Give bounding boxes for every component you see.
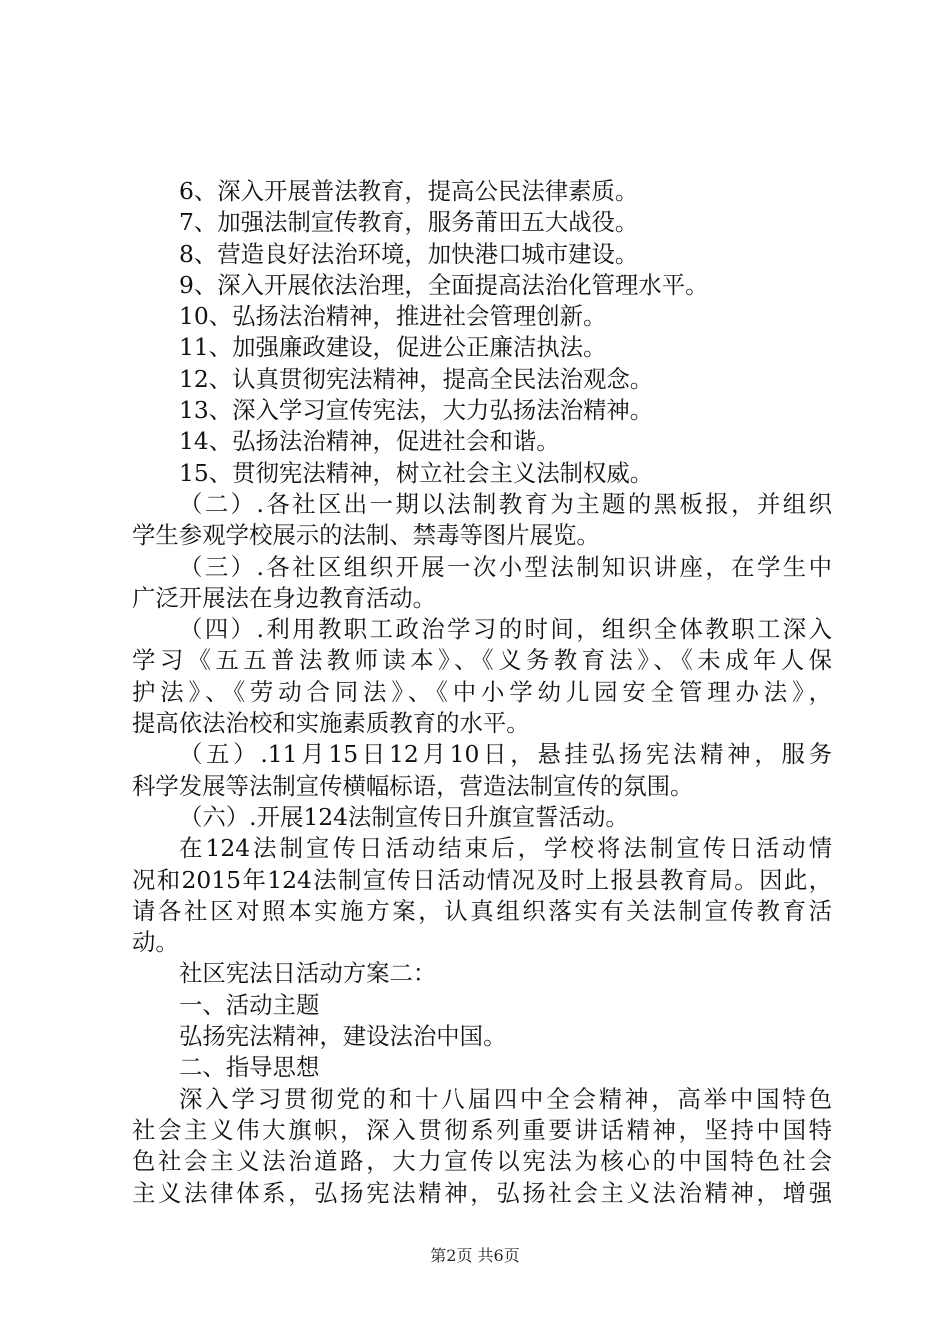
paragraph-line: 主义法律体系，弘扬宪法精神，弘扬社会主义法治精神，增强 (132, 1178, 832, 1207)
paragraph-line: 色社会主义法治道路，大力宣传以宪法为核心的中国特色社会 (132, 1147, 832, 1176)
paragraph-line: （三）.各社区组织开展一次小型法制知识讲座，在学生中 (179, 552, 832, 581)
document-body (132, 176, 832, 1209)
paragraph-line: （二）.各社区出一期以法制教育为主题的黑板报，并组织 (179, 489, 832, 518)
paragraph-line: 况和2015年124法制宣传日活动情况及时上报县教育局。因此， (132, 865, 832, 894)
paragraph-line: （五）.11月15日12月10日，悬挂弘扬宪法精神，服务 (179, 740, 832, 769)
paragraph-line: 科学发展等法制宣传横幅标语，营造法制宣传的氛围。 (132, 771, 694, 800)
list-item: 11、加强廉政建设，促进公正廉洁执法。 (179, 333, 607, 362)
section-heading: 二、指导思想 (179, 1053, 320, 1082)
list-item: 13、深入学习宣传宪法，大力弘扬法治精神。 (179, 396, 654, 425)
paragraph-line: 动。 (132, 928, 179, 957)
paragraph-line: （六）.开展124法制宣传日升旗宣誓活动。 (179, 802, 629, 831)
list-item: 7、加强法制宣传教育，服务莆田五大战役。 (179, 208, 639, 237)
list-item: 10、弘扬法治精神，推进社会管理创新。 (179, 302, 607, 331)
section-heading: 一、活动主题 (179, 990, 320, 1019)
page-number: 第2页 共6页 (430, 1246, 520, 1265)
paragraph-line: 学习《五五普法教师读本》、《义务教育法》、《未成年人保 (132, 646, 832, 675)
list-item: 8、营造良好法治环境，加快港口城市建设。 (179, 239, 639, 268)
list-item: 6、深入开展普法教育，提高公民法律素质。 (179, 177, 639, 205)
paragraph-line: 社会主义伟大旗帜，深入贯彻系列重要讲话精神，坚持中国特 (132, 1115, 832, 1144)
list-item: 15、贯彻宪法精神，树立社会主义法制权威。 (179, 458, 654, 487)
list-item: 12、认真贯彻宪法精神，提高全民法治观念。 (179, 364, 654, 393)
list-item: 9、深入开展依法治理，全面提高法治化管理水平。 (179, 270, 709, 299)
list-item: 14、弘扬法治精神，促进社会和谐。 (179, 427, 560, 456)
paragraph-line: 弘扬宪法精神，建设法治中国。 (179, 1022, 507, 1051)
paragraph-line: 广泛开展法在身边教育活动。 (132, 583, 437, 612)
paragraph-line: 护法》、《劳动合同法》、《中小学幼儿园安全管理办法》， (132, 677, 832, 706)
paragraph-line: 深入学习贯彻党的和十八届四中全会精神，高举中国特色 (179, 1084, 832, 1113)
section-title: 社区宪法日活动方案二： (179, 959, 437, 988)
paragraph-line: 请各社区对照本实施方案，认真组织落实有关法制宣传教育活 (132, 896, 832, 925)
paragraph-line: （四）.利用教职工政治学习的时间，组织全体教职工深入 (179, 615, 832, 644)
paragraph-line: 学生参观学校展示的法制、禁毒等图片展览。 (132, 521, 600, 550)
paragraph-line: 提高依法治校和实施素质教育的水平。 (132, 709, 530, 738)
paragraph-line: 在124法制宣传日活动结束后，学校将法制宣传日活动情 (179, 834, 832, 863)
